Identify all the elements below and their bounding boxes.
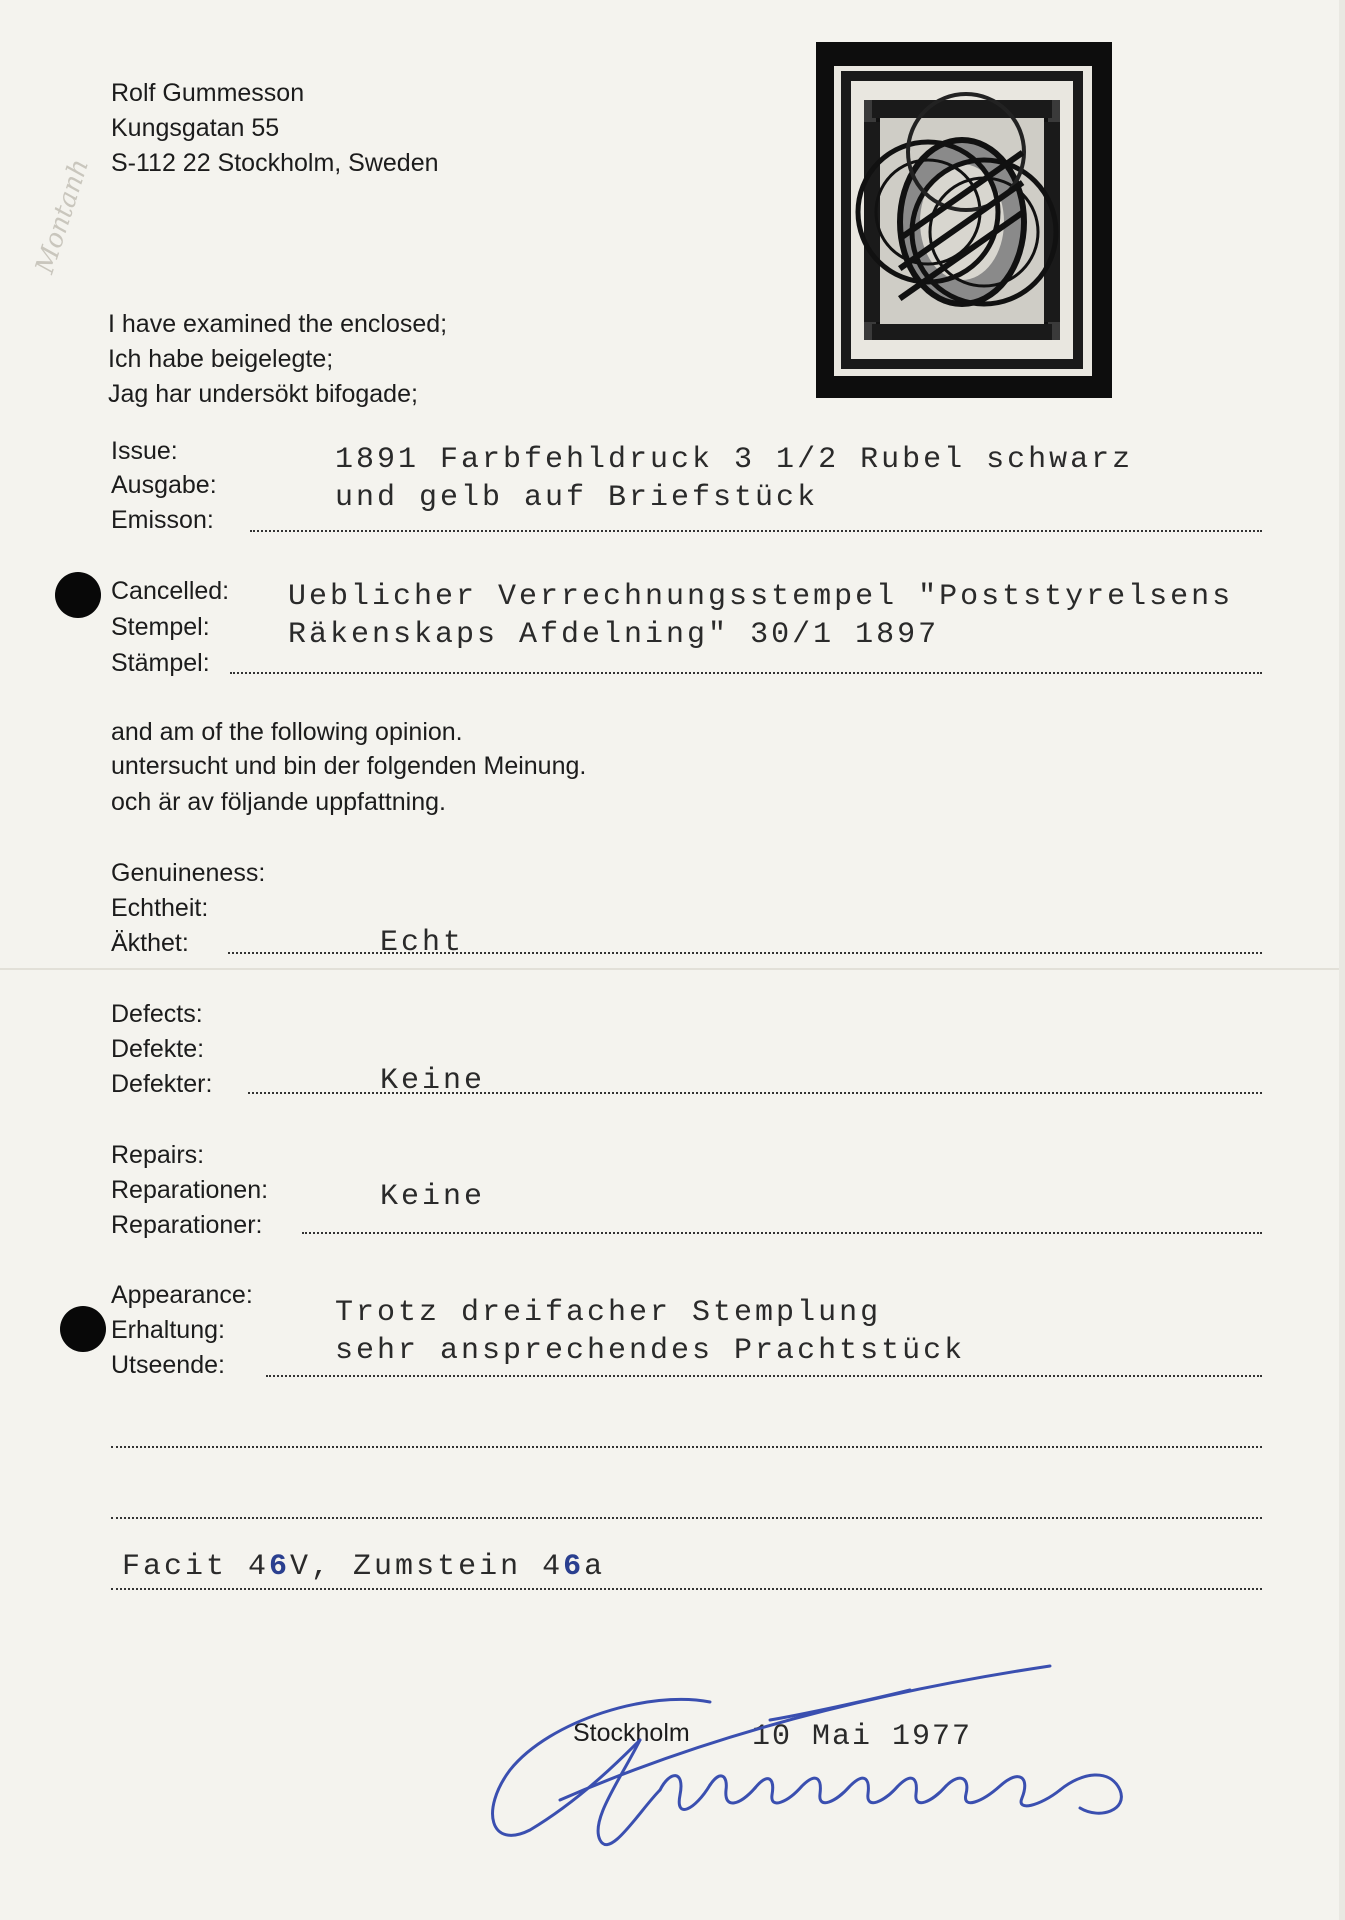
genuineness-label-sv: Äkthet:	[111, 929, 189, 957]
repairs-value: Keine	[380, 1180, 486, 1214]
blank-dotted-line-1	[111, 1446, 1262, 1448]
genuineness-value: Echt	[380, 926, 465, 960]
appearance-label-de: Erhaltung:	[111, 1316, 225, 1344]
paper-edge	[1339, 0, 1345, 1920]
facit-suffix: V, Zumstein 4	[290, 1550, 564, 1584]
opinion-de: untersucht und bin der folgenden Meinung.	[111, 752, 587, 780]
stamp-image	[816, 42, 1112, 398]
cancelled-dotted-line	[230, 672, 1262, 674]
issue-label-de: Ausgabe:	[111, 471, 217, 499]
cancelled-label-sv: Stämpel:	[111, 649, 210, 677]
opinion-sv: och är av följande uppfattning.	[111, 788, 446, 816]
issue-dotted-line	[250, 530, 1262, 532]
genuineness-label-de: Echtheit:	[111, 894, 209, 922]
opinion-en: and am of the following opinion.	[111, 718, 463, 746]
appearance-value-line2: sehr ansprechendes Prachtstück	[335, 1334, 966, 1368]
date: 10 Mai 1977	[752, 1720, 973, 1754]
defects-dotted-line	[248, 1092, 1262, 1094]
expert-street: Kungsgatan 55	[111, 114, 280, 142]
facit-handwritten-digit: 6	[269, 1550, 291, 1584]
cancelled-label-en: Cancelled:	[111, 577, 230, 605]
fold-line	[0, 968, 1345, 970]
appearance-dotted-line	[266, 1375, 1262, 1377]
punch-hole-top	[55, 572, 101, 618]
intro-sv: Jag har undersökt bifogade;	[108, 380, 418, 408]
defects-label-en: Defects:	[111, 1000, 203, 1028]
repairs-label-de: Reparationen:	[111, 1176, 269, 1204]
intro-de: Ich habe beigelegte;	[108, 345, 334, 373]
issue-label-en: Issue:	[111, 437, 178, 465]
repairs-label-sv: Reparationer:	[111, 1211, 263, 1239]
stamp-photo	[816, 42, 1112, 398]
appearance-label-en: Appearance:	[111, 1281, 253, 1309]
facit-prefix: Facit 4	[122, 1550, 270, 1584]
issue-value-line1: 1891 Farbfehldruck 3 1/2 Rubel schwarz	[335, 443, 1134, 477]
cancelled-value-line1: Ueblicher Verrechnungsstempel "Poststyrelsens	[288, 580, 1234, 614]
expert-name: Rolf Gummesson	[111, 79, 305, 107]
catalog-numbers	[122, 1550, 605, 1584]
genuineness-label-en: Genuineness:	[111, 859, 266, 887]
blank-dotted-line-2	[111, 1517, 1262, 1519]
genuineness-dotted-line	[228, 952, 1262, 954]
repairs-dotted-line	[302, 1232, 1262, 1234]
zumstein-suffix: a	[584, 1550, 606, 1584]
cancelled-value-line2: Räkenskaps Afdelning" 30/1 1897	[288, 618, 940, 652]
defects-label-sv: Defekter:	[111, 1070, 213, 1098]
zumstein-handwritten-digit: 6	[563, 1550, 585, 1584]
repairs-label-en: Repairs:	[111, 1141, 205, 1169]
appearance-label-sv: Utseende:	[111, 1351, 225, 1379]
expert-city: S-112 22 Stockholm, Sweden	[111, 149, 439, 177]
signature	[470, 1660, 1190, 1880]
defects-label-de: Defekte:	[111, 1035, 205, 1063]
intro-en: I have examined the enclosed;	[108, 310, 448, 338]
cancelled-label-de: Stempel:	[111, 613, 210, 641]
appearance-value-line1: Trotz dreifacher Stemplung	[335, 1296, 882, 1330]
margin-pencil-note: Montanh	[30, 155, 96, 278]
place: Stockholm	[573, 1719, 690, 1747]
punch-hole-bottom	[60, 1306, 106, 1352]
issue-label-sv: Emisson:	[111, 506, 214, 534]
defects-value: Keine	[380, 1064, 486, 1098]
issue-value-line2: und gelb auf Briefstück	[335, 481, 819, 515]
catalog-dotted-line	[111, 1588, 1262, 1590]
